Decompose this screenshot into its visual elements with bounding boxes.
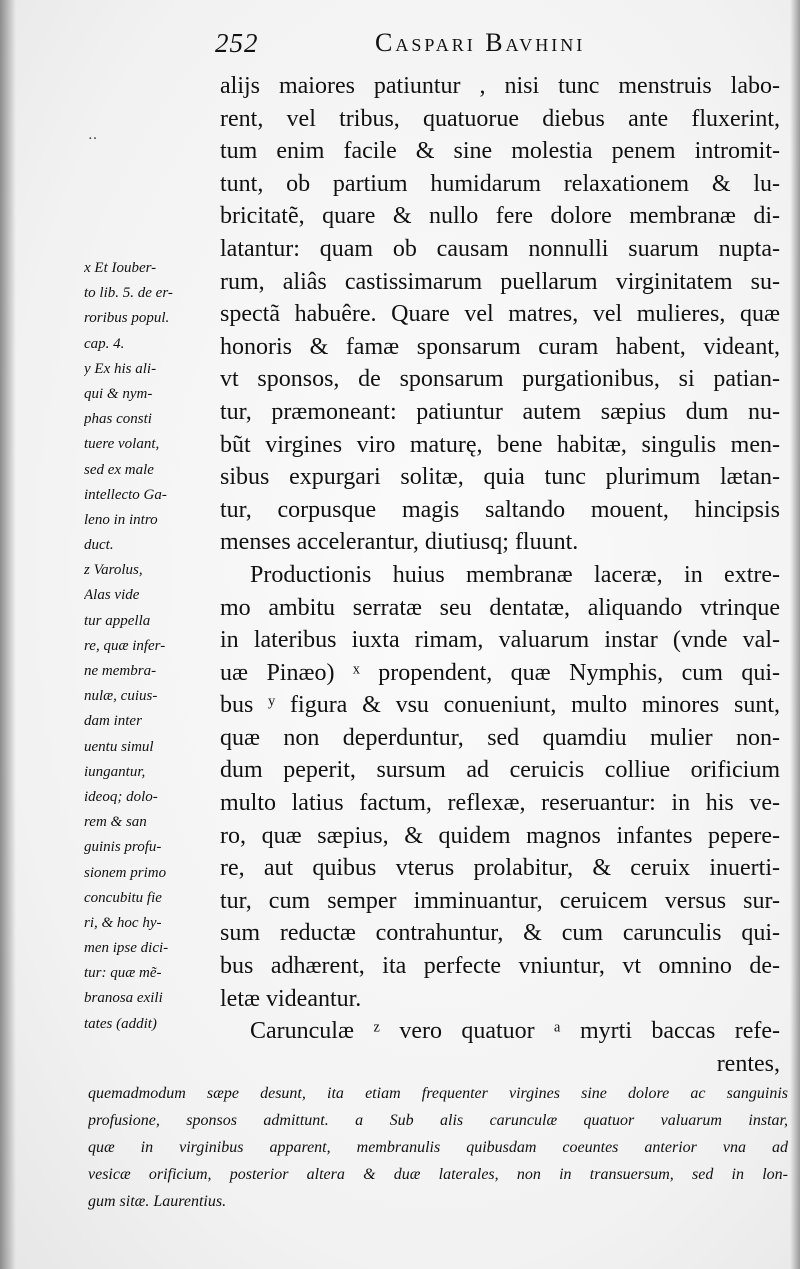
footnote-line: vesicæ orificium, posterior altera & duæ laterales, non in transuersum, sed in lon- <box>88 1166 788 1183</box>
text-line: rent, vel tribus, quatuorue diebus ante fluxerint, <box>220 105 780 132</box>
catchword: rentes, <box>716 1050 780 1077</box>
text-line: sum reductæ contrahuntur, & cum carunculis qui- <box>220 920 780 947</box>
text-line: bus adhærent, ita perfecte vniuntur, vt omnino de- <box>220 953 780 980</box>
text-line: letæ videantur. <box>220 985 362 1012</box>
text-line: ro, quæ sæpius, & quidem magnos infantes pepere- <box>220 822 780 849</box>
text-line: tur, præmoneant: patiuntur autem sæpius dum nu- <box>220 398 780 425</box>
margin-note-line: dam inter <box>84 713 142 730</box>
margin-note-line: intellecto Ga- <box>84 486 167 503</box>
text-line: mo ambitu serratæ seu dentatæ, aliquando vtrinque <box>220 594 780 621</box>
margin-note-line: cap. 4. <box>84 335 125 352</box>
margin-note-line: z Varolus, <box>84 562 143 579</box>
text-line: tum enim facile & sine molestia penem intromit- <box>220 138 780 165</box>
text-line: re, aut quibus vterus prolabitur, & ceruix inuerti- <box>220 855 780 882</box>
margin-note-line: tur appella <box>84 612 151 629</box>
margin-note-line: ne membra- <box>84 663 157 679</box>
margin-note-line: nulæ, cuius- <box>84 688 158 705</box>
text-line: tunt, ob partium humidarum relaxationem & lu- <box>220 170 780 197</box>
margin-note-line: uentu simul <box>84 738 154 755</box>
margin-note-line: men ipse dici- <box>84 940 169 957</box>
margin-note-line: qui & nym- <box>84 385 153 402</box>
text-line: bricitatẽ, quare & nullo fere dolore membranæ di- <box>220 203 780 230</box>
gutter-shadow <box>0 0 16 1269</box>
footnote-line: quemadmodum sæpe desunt, ita etiam frequenter virgines sine dolore ac sanguinis <box>88 1085 788 1102</box>
margin-note-line: to lib. 5. de er- <box>84 285 173 302</box>
footnote-line: gum sitæ. Laurentius. <box>88 1193 227 1210</box>
margin-note-line: ri, & hoc hy- <box>84 914 162 931</box>
text-line: tur, corpusque magis saltando mouent, hincipsis <box>220 496 780 523</box>
page-header <box>215 22 790 62</box>
margin-note-line: tuere volant, <box>84 436 160 453</box>
page-edge-shadow <box>790 0 800 1269</box>
footnote-line: profusione, sponsos admittunt. a Sub alis carunculæ quatuor valuarum instar, <box>88 1112 788 1129</box>
margin-note-line: sionem primo <box>84 864 167 881</box>
text-line: quæ non deperduntur, sed quamdiu mulier non- <box>220 724 780 751</box>
margin-note-line: branosa exili <box>84 990 163 1007</box>
text-line: spectã habuêre. Quare vel matres, vel mulieres, quæ <box>220 301 780 328</box>
margin-note-line: tates (addit) <box>84 1015 157 1032</box>
text-line: in lateribus iuxta rimam, valuarum instar (vnde val- <box>220 627 780 654</box>
footnotes <box>88 1080 788 1215</box>
margin-note-line: y Ex his ali- <box>84 360 157 377</box>
margin-note-line: ideoq; dolo- <box>84 788 158 805</box>
margin-note-line: roribus popul. <box>84 310 170 327</box>
text-line: latantur: quam ob causam nonnulli suarum nupta- <box>220 235 780 262</box>
text-line: alijs maiores patiuntur , nisi tunc menstruis labo- <box>220 73 780 99</box>
margin-note-line: tur: quæ mẽ- <box>84 965 162 982</box>
text-line: Carunculæ ᶻ vero quatuor ᵃ myrti baccas refe- <box>250 1018 780 1045</box>
text-line: bũt virgines viro maturę, bene habitæ, singulis men- <box>220 431 780 458</box>
text-line: vt sponsos, de sponsarum purgationibus, si patian- <box>220 366 780 393</box>
margin-note-line: x Et Iouber- <box>84 260 157 276</box>
running-head: Caspari Bavhini <box>375 28 586 57</box>
text-line: menses accelerantur, diutiusq; fluunt. <box>220 529 579 556</box>
page-number: 252 <box>215 28 259 58</box>
margin-note-line: phas consti <box>84 411 152 428</box>
text-line: dum peperit, sursum ad ceruicis colliue orificium <box>220 757 780 784</box>
marginal-notes <box>84 256 214 1037</box>
margin-note-line: duct. <box>84 537 114 554</box>
text-line: multo latius factum, reflexæ, reseruantur: in his ve- <box>220 790 780 817</box>
text-line: bus ʸ figura & vsu conueniunt, multo minores sunt, <box>220 692 780 719</box>
margin-note-line: Alas vide <box>84 587 140 604</box>
text-line: sibus expurgari solitæ, quia tunc plurimum lætan- <box>220 464 780 491</box>
text-line: tur, cum semper imminuantur, ceruicem versus sur- <box>220 887 780 914</box>
margin-note-line: iungantur, <box>84 763 146 780</box>
text-line: honoris & famæ sponsarum curam habent, videant, <box>220 333 780 360</box>
margin-note-line: leno in intro <box>84 511 158 528</box>
main-text-column <box>220 70 780 1080</box>
footnote-line: quæ in virginibus apparent, membranulis quibusdam coeuntes anterior vna ad <box>88 1139 788 1156</box>
margin-note-line: rem & san <box>84 814 147 831</box>
margin-note-line: sed ex male <box>84 461 154 478</box>
margin-note-line: concubitu fie <box>84 889 162 906</box>
margin-note-line: re, quæ infer- <box>84 637 166 654</box>
stray-mark: ‥ <box>88 128 98 143</box>
margin-note-line: guinis profu- <box>84 839 162 856</box>
text-line: Productionis huius membranæ laceræ, in extre- <box>250 561 780 588</box>
text-line: uæ Pinæo) ˣ propendent, quæ Nymphis, cum qui- <box>220 659 780 686</box>
text-line: rum, aliâs castissimarum puellarum virginitatem su- <box>220 268 780 295</box>
